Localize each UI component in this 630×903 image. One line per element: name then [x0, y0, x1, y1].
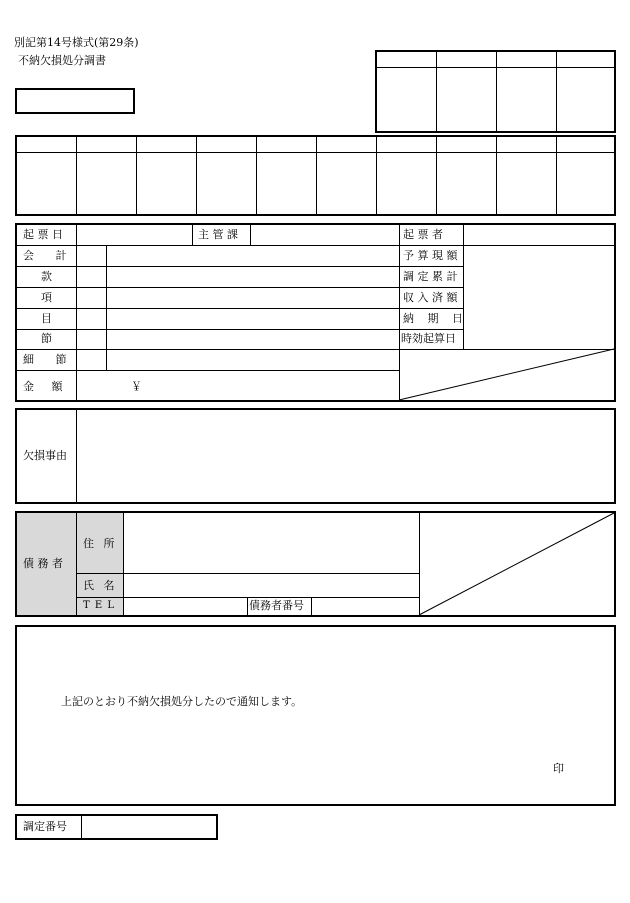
debtor-number-label: 債務者番号 — [249, 599, 304, 612]
amount-yen-sign: ￥ — [131, 380, 142, 393]
name-field[interactable] — [124, 574, 419, 597]
label-kou: 項 — [41, 291, 52, 304]
approval-stamp-grid[interactable] — [375, 50, 616, 133]
label-budget-amount: 予 算 現 額 — [403, 249, 458, 262]
circulation-grid[interactable] — [15, 135, 616, 216]
label-received-amount: 収 入 済 額 — [403, 291, 458, 304]
debtor-box — [15, 511, 616, 617]
name-label: 氏 名 — [83, 579, 115, 592]
debtor-number-field[interactable] — [312, 598, 419, 615]
tel-label: T E L — [83, 600, 114, 611]
label-amount: 金 額 — [23, 380, 63, 393]
label-account: 会 計 — [23, 249, 67, 262]
label-assessed-total: 調 定 累 計 — [403, 270, 458, 283]
reason-label: 欠損事由 — [23, 449, 67, 462]
label-drafter: 起 票 者 — [403, 228, 443, 241]
label-due-date: 納 期 日 — [403, 312, 463, 325]
form-number: 別記第14号様式(第29条) — [14, 36, 139, 49]
label-setsu: 節 — [41, 332, 52, 345]
label-department: 主 管 課 — [198, 228, 238, 241]
seal-mark: 印 — [553, 762, 564, 775]
assessment-number-label: 調定番号 — [23, 820, 67, 833]
reason-field[interactable] — [77, 410, 614, 502]
document-title: 不納欠損処分調書 — [18, 54, 106, 67]
document-id-box[interactable] — [15, 88, 135, 114]
label-sub-setsu: 細 節 — [23, 353, 67, 366]
diagonal-strike — [399, 349, 614, 400]
reason-box — [15, 408, 616, 504]
address-label: 住 所 — [83, 537, 115, 550]
assessment-number-field[interactable] — [82, 816, 216, 838]
label-prescription-start: 時効起算日 — [401, 332, 456, 345]
debtor-label: 債 務 者 — [23, 557, 63, 570]
notice-text: 上記のとおり不納欠損処分したので通知します。 — [61, 695, 303, 708]
notice-box — [15, 625, 616, 806]
label-kan: 款 — [41, 270, 52, 283]
tel-field[interactable] — [124, 598, 247, 615]
label-draft-date: 起 票 日 — [23, 228, 63, 241]
info-table — [15, 223, 616, 402]
assessment-number-box — [15, 814, 218, 840]
address-field[interactable] — [124, 513, 419, 573]
label-moku: 目 — [41, 312, 52, 325]
debtor-diagonal-strike — [419, 513, 614, 615]
